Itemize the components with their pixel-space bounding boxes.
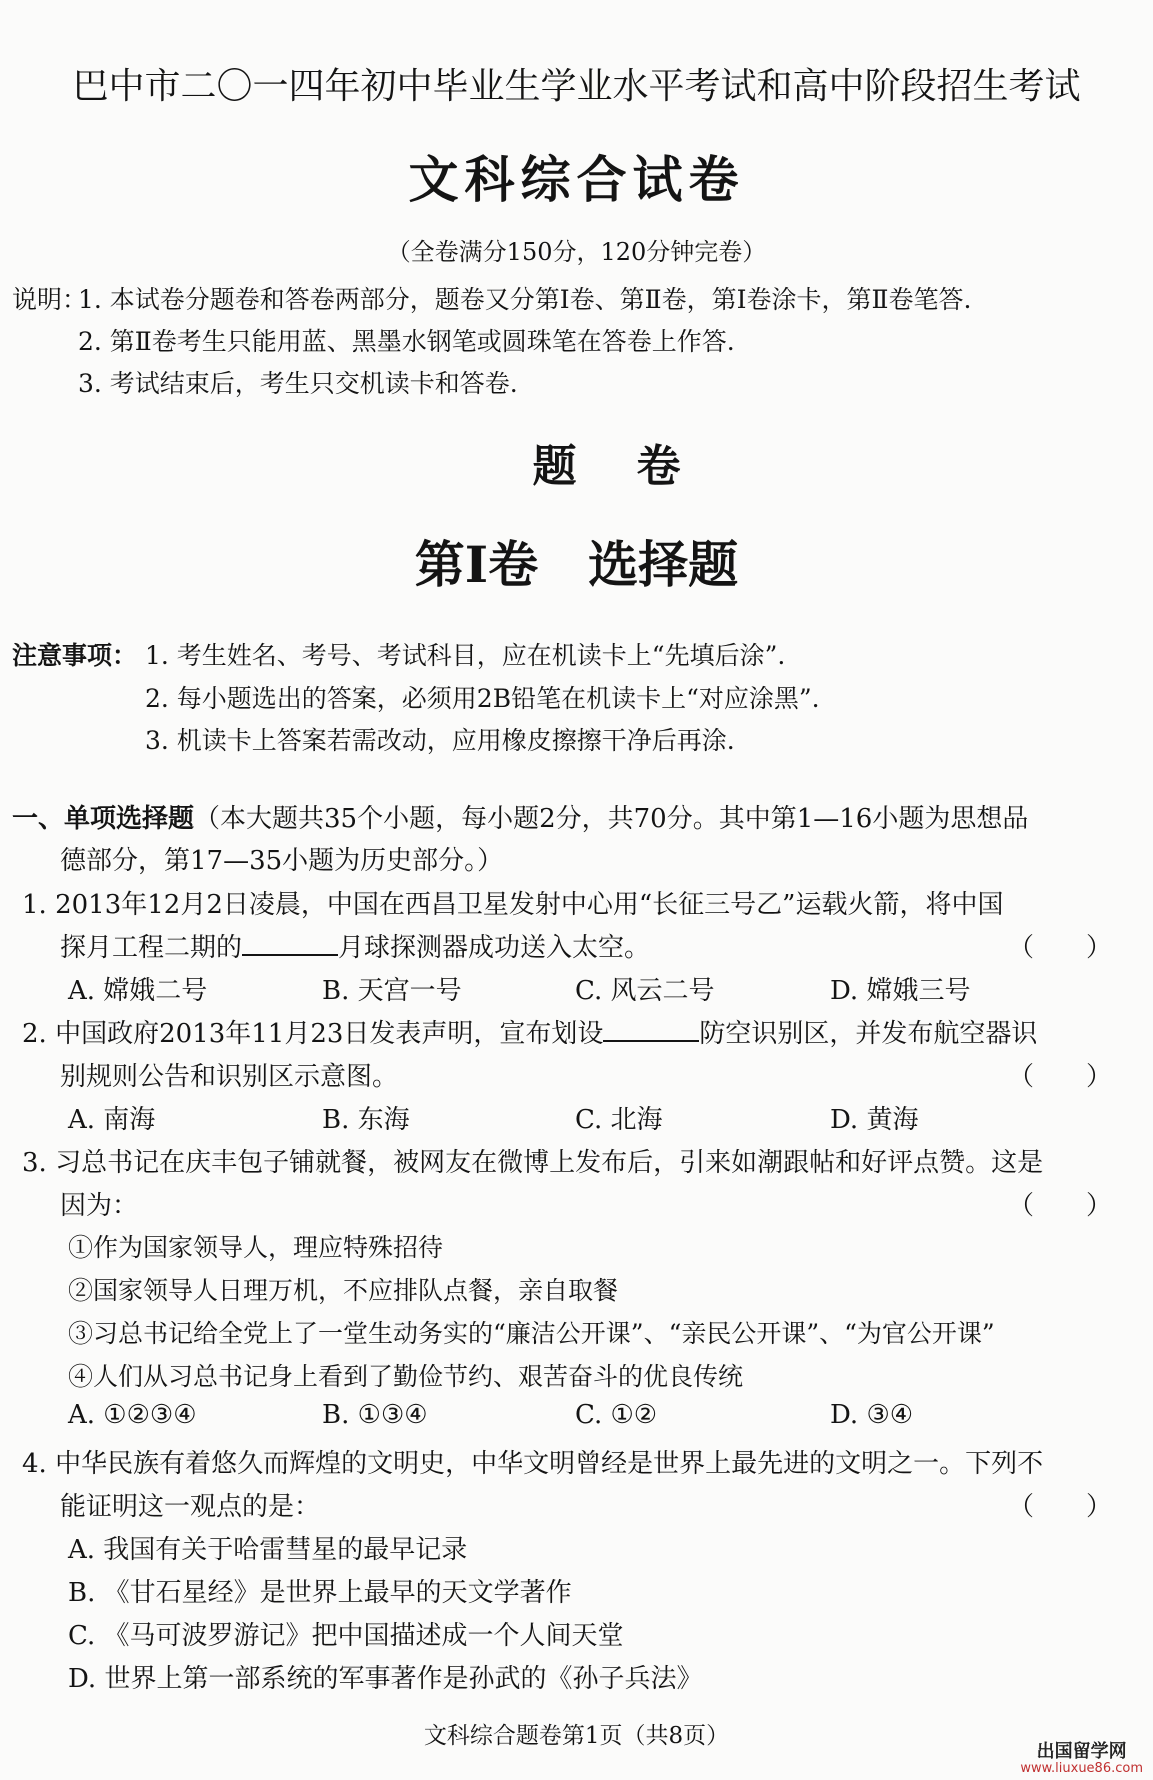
option-c: C. 风云二号 (575, 976, 715, 1006)
answer-blank (242, 930, 338, 956)
question-4-stem-cont: 能证明这一观点的是： (60, 1492, 321, 1522)
watermark-logo (1020, 1742, 1143, 1776)
question-2-stem (22, 1013, 1037, 1050)
statement-item: ①作为国家领导人，理应特殊招待 (68, 1233, 444, 1262)
answer-bracket: （ ） (1008, 933, 1113, 963)
heading-part1: 第Ⅰ卷 选择题 (414, 535, 739, 594)
instruction-item: 1. 本试卷分题卷和答卷两部分，题卷又分第Ⅰ卷、第Ⅱ卷，第Ⅰ卷涂卡，第Ⅱ卷笔答. (78, 285, 972, 314)
instruction-item: 2. 第Ⅱ卷考生只能用蓝、黑墨水钢笔或圆珠笔在答卷上作答. (78, 327, 735, 356)
score-info: （全卷满分150分，120分钟完卷） (386, 238, 767, 266)
option-d: D. 嫦娥三号 (830, 976, 971, 1006)
question-1-stem: 1. 2013年12月2日凌晨，中国在西昌卫星发射中心用“长征三号乙”运载火箭，将中国 (22, 890, 1004, 920)
note-item: 2. 每小题选出的答案，必须用2B铅笔在机读卡上“对应涂黑”. (145, 684, 820, 713)
heading-tijuan: 题卷 (532, 441, 741, 492)
option-a: A. 我国有关于哈雷彗星的最早记录 (68, 1535, 468, 1565)
question-1-text: 月球探测器成功送入太空。 (338, 933, 651, 963)
option-b: B. ①③④ (322, 1400, 428, 1430)
answer-bracket: （ ） (1008, 1062, 1113, 1092)
subject-title: 文科综合试卷 (408, 150, 745, 209)
question-1-stem-cont (60, 927, 650, 964)
question-1-text: 探月工程二期的 (60, 933, 243, 963)
option-d: D. ③④ (830, 1400, 914, 1430)
answer-blank (603, 1016, 699, 1042)
option-c: C. ①② (575, 1400, 658, 1430)
answer-bracket: （ ） (1008, 1191, 1113, 1221)
statement-item: ④人们从习总书记身上看到了勤俭节约、艰苦奋斗的优良传统 (68, 1362, 744, 1391)
question-2-text: 防空识别区，并发布航空器识 (699, 1019, 1038, 1049)
watermark-url: www.liuxue86.com (1020, 1760, 1143, 1776)
page-footer: 文科综合题卷第1页（共8页） (423, 1723, 730, 1749)
section-desc-cont: 德部分，第17—35小题为历史部分。） (60, 846, 504, 876)
answer-bracket: （ ） (1008, 1492, 1113, 1522)
note-item: 3. 机读卡上答案若需改动，应用橡皮擦擦干净后再涂. (145, 726, 735, 755)
section-desc: （本大题共35个小题，每小题2分，共70分。其中第1—16小题为思想品 (194, 804, 1029, 834)
note-item: 1. 考生姓名、考号、考试科目，应在机读卡上“先填后涂”. (145, 641, 786, 670)
statement-item: ②国家领导人日理万机，不应排队点餐，亲自取餐 (68, 1276, 619, 1305)
option-b: B. 《甘石星经》是世界上最早的天文学著作 (68, 1578, 572, 1608)
option-d: D. 黄海 (830, 1105, 919, 1135)
option-a: A. ①②③④ (68, 1400, 197, 1430)
option-c: C. 北海 (575, 1105, 663, 1135)
question-4-stem: 4. 中华民族有着悠久而辉煌的文明史，中华文明曾经是世界上最先进的文明之一。下列不 (22, 1449, 1044, 1479)
notes-label: 注意事项： (12, 641, 138, 670)
option-d: D. 世界上第一部系统的军事著作是孙武的《孙子兵法》 (68, 1664, 703, 1694)
instructions-label: 说明： (12, 285, 88, 314)
watermark-title: 出国留学网 (1036, 1741, 1127, 1762)
option-a: A. 南海 (68, 1105, 156, 1135)
instruction-item: 3. 考试结束后，考生只交机读卡和答卷. (78, 369, 518, 398)
option-a: A. 嫦娥二号 (68, 976, 208, 1006)
option-b: B. 东海 (322, 1105, 410, 1135)
exam-title: 巴中市二〇一四年初中毕业生学业水平考试和高中阶段招生考试 (72, 66, 1081, 107)
statement-item: ③习总书记给全党上了一堂生动务实的“廉洁公开课”、“亲民公开课”、“为官公开课” (68, 1319, 995, 1348)
section-title: 一、单项选择题 (12, 804, 195, 834)
option-c: C. 《马可波罗游记》把中国描述成一个人间天堂 (68, 1621, 624, 1651)
option-b: B. 天宫一号 (322, 976, 462, 1006)
question-3-stem: 3. 习总书记在庆丰包子铺就餐，被网友在微博上发布后，引来如潮跟帖和好评点赞。这是 (22, 1148, 1044, 1178)
section-header (12, 798, 1028, 835)
question-3-stem-cont: 因为： (60, 1191, 139, 1221)
question-2-stem-cont: 别规则公告和识别区示意图。 (60, 1062, 399, 1092)
question-2-text: 2. 中国政府2013年11月23日发表声明，宣布划设 (22, 1019, 604, 1049)
